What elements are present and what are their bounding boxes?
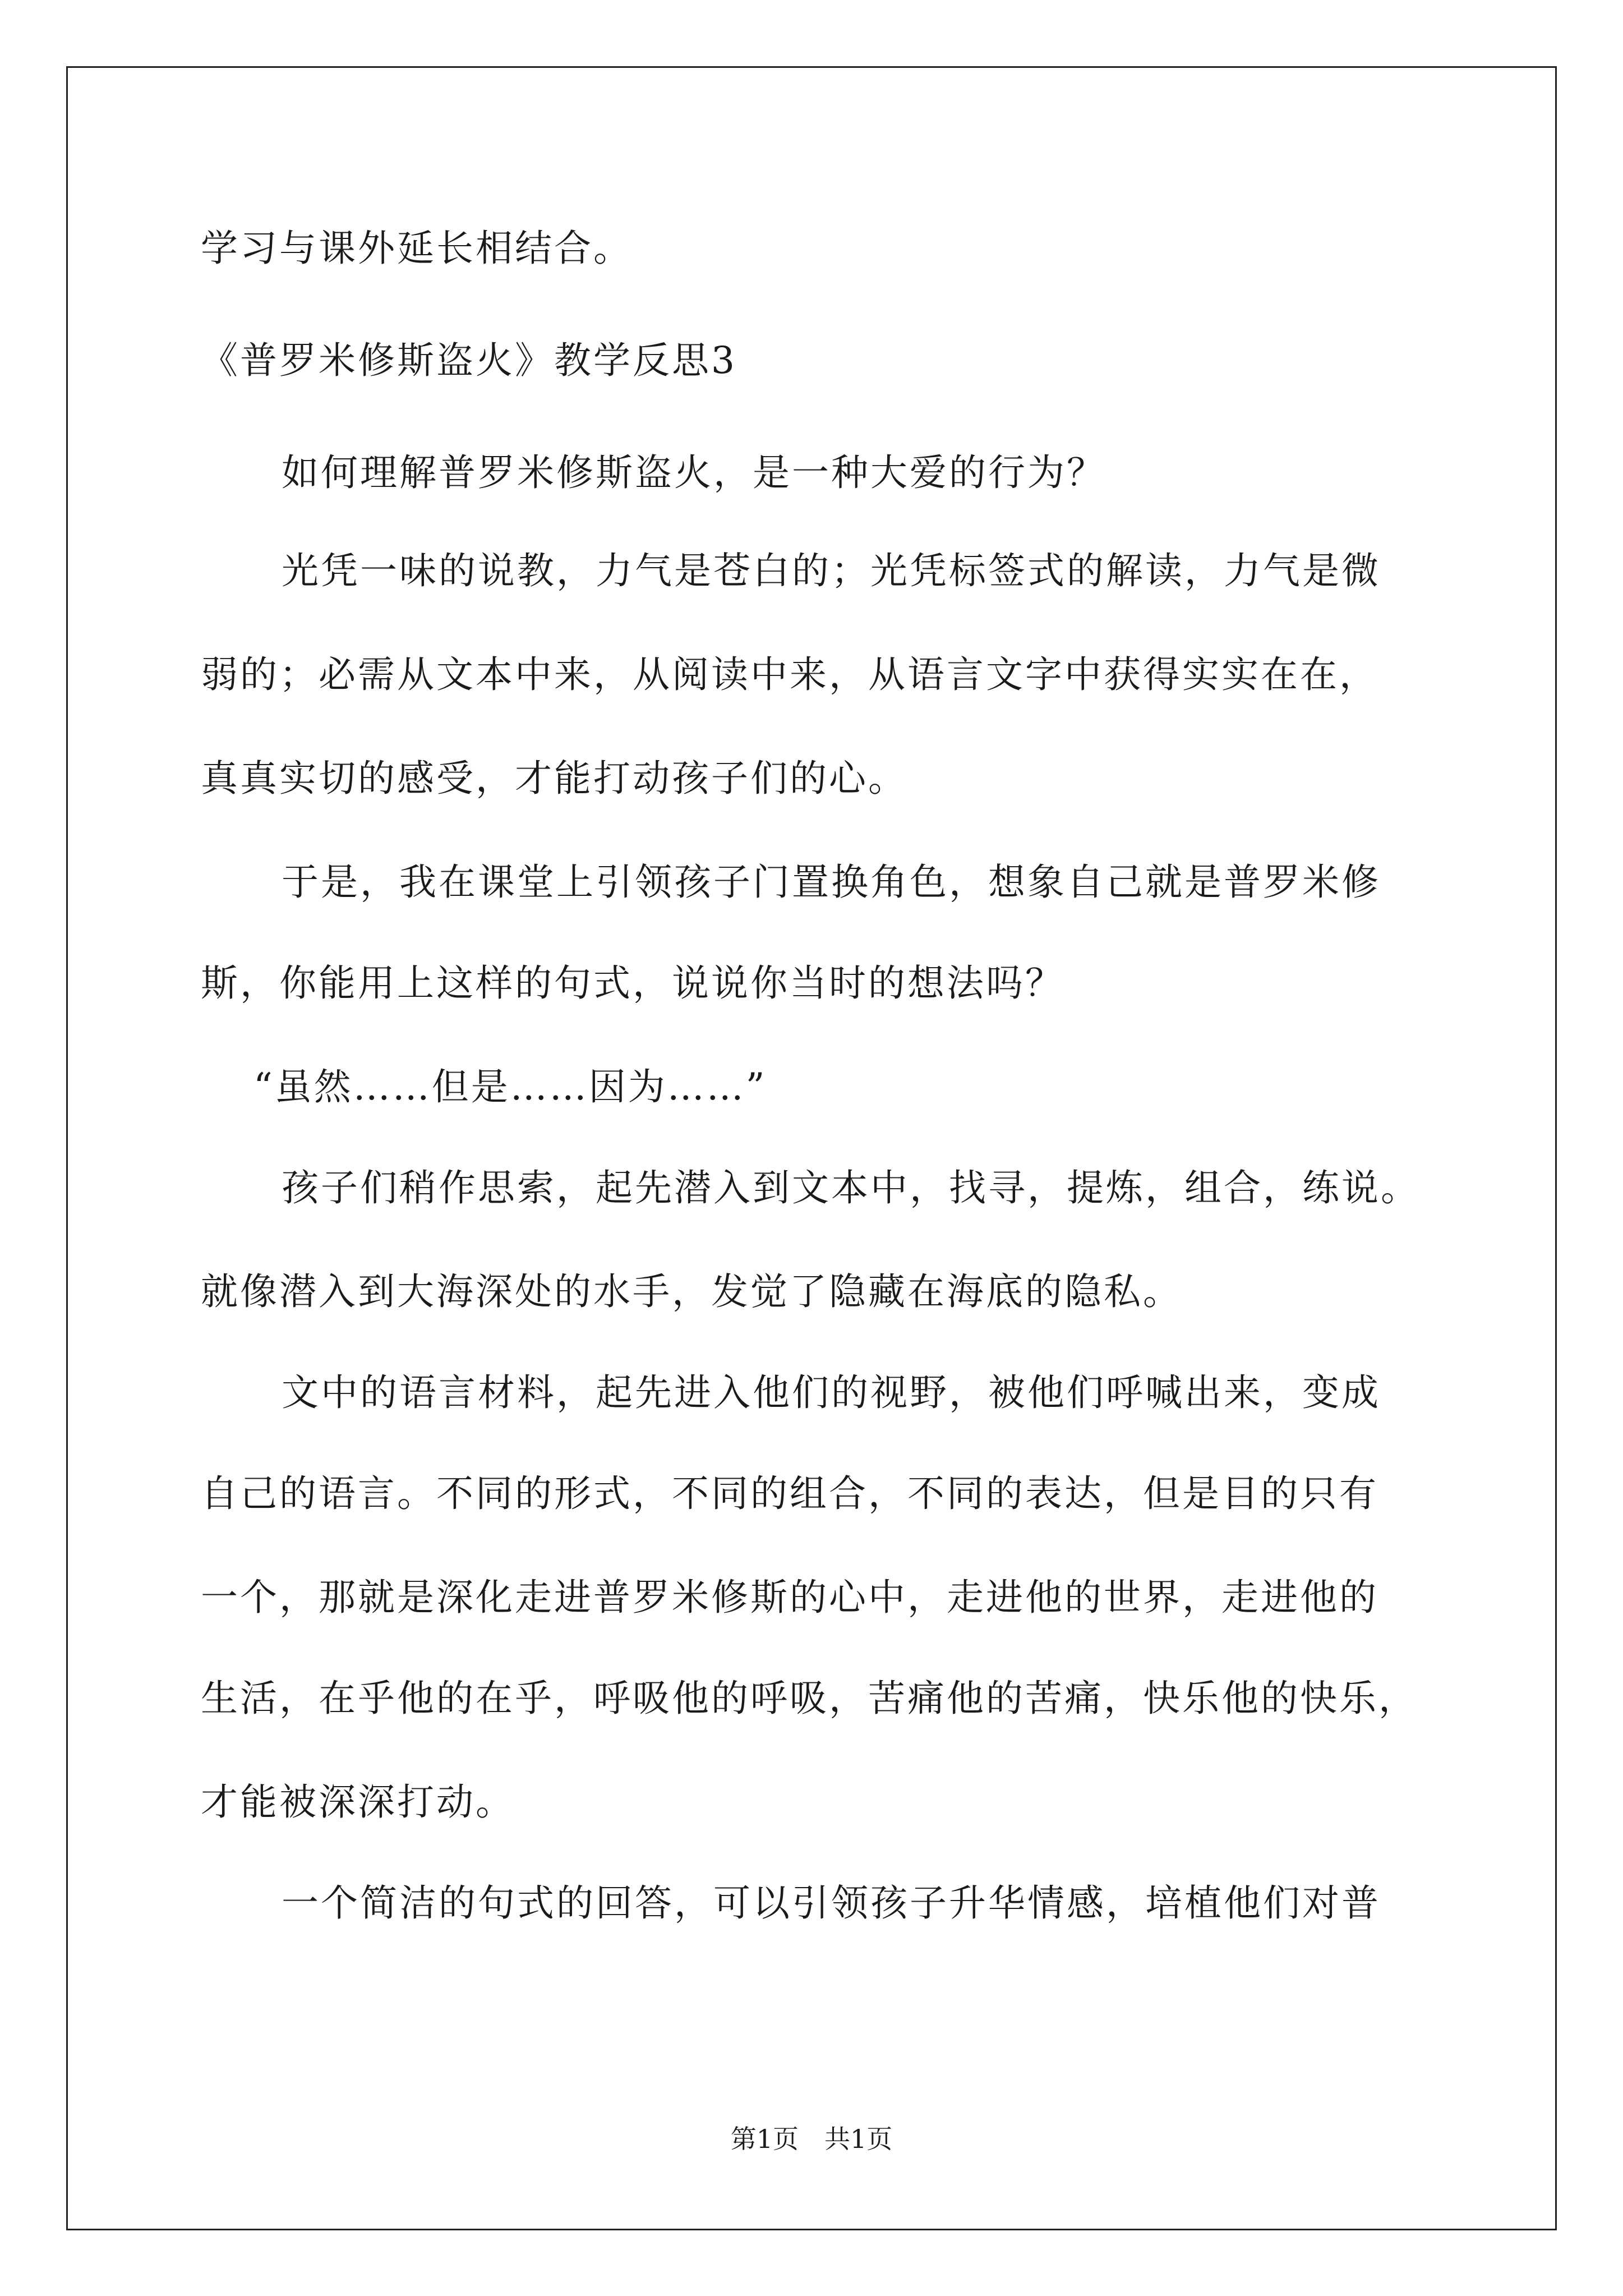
paragraph-line: 弱的；必需从文本中来，从阅读中来，从语言文字中获得实实在在，: [201, 653, 1378, 696]
paragraph-line: 才能被深深打动。: [201, 1780, 515, 1824]
text-line: 学习与课外延长相结合。: [201, 227, 633, 270]
paragraph-line: 于是，我在课堂上引领孩子门置换角色，想象自己就是普罗米修: [282, 861, 1381, 904]
page-footer: 第1页 共1页: [730, 2124, 893, 2154]
section-heading: 《普罗米修斯盗火》教学反思3: [201, 339, 737, 382]
paragraph-line: 一个简洁的句式的回答，可以引领孩子升华情感，培植他们对普: [282, 1881, 1381, 1925]
paragraph-line: 文中的语言材料，起先进入他们的视野，被他们呼喊出来，变成: [282, 1371, 1381, 1414]
paragraph-line: 真真实切的感受，才能打动孩子们的心。: [201, 757, 907, 800]
paragraph-line: 生活，在乎他的在乎，呼吸他的呼吸，苦痛他的苦痛，快乐他的快乐，: [201, 1677, 1418, 1720]
paragraph-line: 孩子们稍作思索，起先潜入到文本中，找寻，提炼，组合，练说。: [282, 1166, 1420, 1209]
paragraph-line: 就像潜入到大海深处的水手，发觉了隐藏在海底的隐私。: [201, 1270, 1182, 1313]
paragraph-line: 一个，那就是深化走进普罗米修斯的心中，走进他的世界，走进他的: [201, 1576, 1378, 1619]
quote-line: “虽然……但是……因为……”: [253, 1065, 767, 1108]
paragraph-line: 如何理解普罗米修斯盗火，是一种大爱的行为？: [282, 451, 1106, 494]
paragraph-line: 自己的语言。不同的形式，不同的组合，不同的表达，但是目的只有: [201, 1472, 1378, 1515]
paragraph-line: 光凭一味的说教，力气是苍白的；光凭标签式的解读，力气是微: [282, 549, 1381, 592]
paragraph-line: 斯，你能用上这样的句式，说说你当时的想法吗？: [201, 961, 1064, 1005]
